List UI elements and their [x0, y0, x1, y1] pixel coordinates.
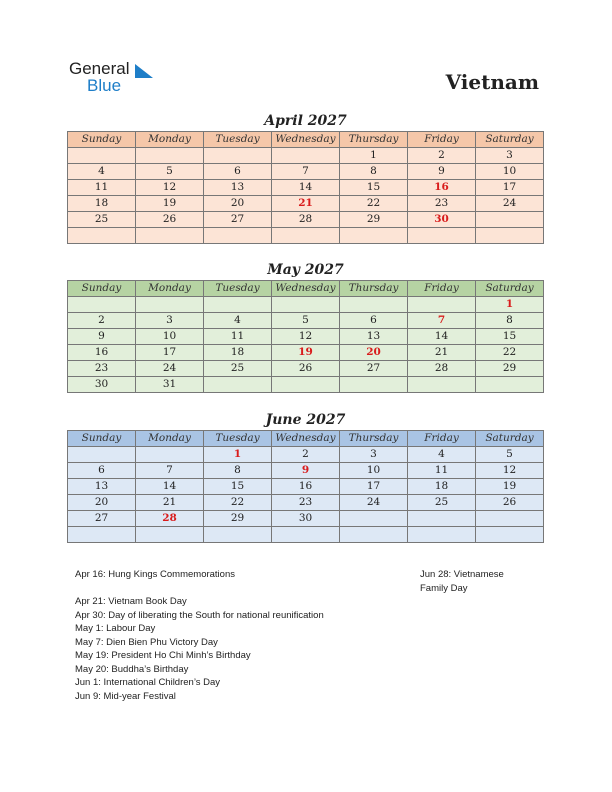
empty-day-cell [340, 228, 408, 244]
day-cell: 17 [340, 479, 408, 495]
weekday-label: Wednesday [272, 281, 340, 297]
weekday-label: Tuesday [204, 132, 272, 148]
week-row [68, 511, 544, 527]
day-cell: 7 [408, 313, 476, 329]
day-cell: 25 [204, 361, 272, 377]
day-cell: 3 [340, 447, 408, 463]
empty-day-cell [272, 228, 340, 244]
day-cell: 30 [408, 212, 476, 228]
day-cell: 12 [476, 463, 544, 479]
empty-day-cell [136, 447, 204, 463]
day-cell: 29 [204, 511, 272, 527]
day-cell: 26 [476, 495, 544, 511]
day-cell: 29 [340, 212, 408, 228]
empty-day-cell [272, 297, 340, 313]
week-row [68, 313, 544, 329]
empty-day-cell [272, 148, 340, 164]
day-cell: 1 [204, 447, 272, 463]
week-row [68, 329, 544, 345]
empty-day-cell [340, 527, 408, 543]
day-cell: 6 [340, 313, 408, 329]
empty-day-cell [476, 527, 544, 543]
day-cell: 12 [272, 329, 340, 345]
month-title: April 2027 [264, 113, 347, 129]
day-cell: 17 [136, 345, 204, 361]
holiday-item: Apr 21: Vietnam Book Day [75, 596, 187, 607]
logo [69, 60, 129, 94]
weekday-label: Friday [408, 281, 476, 297]
logo-general-text: General [69, 59, 130, 78]
day-cell: 13 [204, 180, 272, 196]
empty-day-cell [408, 228, 476, 244]
weekday-label: Wednesday [272, 431, 340, 447]
holiday-item: Apr 30: Day of liberating the South for national reunification [75, 609, 324, 621]
holiday-item: Jun 1: International Children’s Day [75, 677, 221, 688]
day-cell: 26 [272, 361, 340, 377]
day-cell: 3 [476, 148, 544, 164]
week-row [68, 495, 544, 511]
empty-day-cell [204, 228, 272, 244]
week-row [68, 196, 544, 212]
day-cell: 4 [204, 313, 272, 329]
empty-day-cell [136, 148, 204, 164]
day-cell: 23 [68, 361, 136, 377]
week-row [68, 527, 544, 543]
empty-day-cell [204, 297, 272, 313]
day-cell: 14 [408, 329, 476, 345]
holiday-item: May 19: President Ho Chi Minh’s Birthday [75, 650, 251, 661]
week-row [68, 148, 544, 164]
day-cell: 23 [272, 495, 340, 511]
empty-day-cell [204, 527, 272, 543]
day-cell: 13 [340, 329, 408, 345]
empty-day-cell [340, 511, 408, 527]
calendar-grid [67, 131, 544, 244]
day-cell: 18 [68, 196, 136, 212]
day-cell: 21 [408, 345, 476, 361]
weekday-label: Sunday [68, 281, 136, 297]
day-cell: 5 [272, 313, 340, 329]
week-row [68, 297, 544, 313]
week-row [68, 164, 544, 180]
week-row [68, 228, 544, 244]
month-april [67, 111, 544, 244]
empty-day-cell [476, 212, 544, 228]
day-cell: 27 [204, 212, 272, 228]
empty-day-cell [272, 377, 340, 393]
day-cell: 11 [204, 329, 272, 345]
day-cell: 10 [476, 164, 544, 180]
weekday-label: Wednesday [272, 132, 340, 148]
day-cell: 22 [340, 196, 408, 212]
day-cell: 7 [136, 463, 204, 479]
day-cell: 25 [68, 212, 136, 228]
weekday-label: Saturday [476, 431, 544, 447]
week-row [68, 361, 544, 377]
weekday-header-row [68, 281, 544, 297]
holiday-item: May 1: Labour Day [75, 623, 156, 634]
holiday-spacer [75, 582, 324, 596]
week-row [68, 479, 544, 495]
empty-day-cell [68, 148, 136, 164]
day-cell: 15 [340, 180, 408, 196]
day-cell: 22 [476, 345, 544, 361]
day-cell: 7 [272, 164, 340, 180]
calendar-grid [67, 280, 544, 393]
weekday-label: Monday [136, 431, 204, 447]
weekday-label: Monday [136, 281, 204, 297]
holiday-list-right [420, 568, 504, 595]
day-cell: 27 [68, 511, 136, 527]
weekday-label: Friday [408, 431, 476, 447]
empty-day-cell [408, 527, 476, 543]
logo-blue-text: Blue [87, 76, 122, 95]
day-cell: 10 [340, 463, 408, 479]
day-cell: 28 [408, 361, 476, 377]
empty-day-cell [340, 377, 408, 393]
month-may [67, 260, 544, 393]
day-cell: 18 [408, 479, 476, 495]
day-cell: 8 [340, 164, 408, 180]
day-cell: 15 [204, 479, 272, 495]
day-cell: 24 [476, 196, 544, 212]
logo-triangle-icon [135, 64, 153, 78]
day-cell: 30 [272, 511, 340, 527]
day-cell: 31 [136, 377, 204, 393]
weekday-label: Saturday [476, 281, 544, 297]
day-cell: 20 [68, 495, 136, 511]
day-cell: 28 [136, 511, 204, 527]
day-cell: 9 [408, 164, 476, 180]
day-cell: 15 [476, 329, 544, 345]
day-cell: 8 [476, 313, 544, 329]
day-cell: 2 [408, 148, 476, 164]
week-row [68, 212, 544, 228]
empty-day-cell [136, 297, 204, 313]
day-cell: 26 [136, 212, 204, 228]
weekday-label: Sunday [68, 431, 136, 447]
calendar-grid [67, 430, 544, 543]
day-cell: 1 [340, 148, 408, 164]
holiday-item: May 7: Dien Bien Phu Victory Day [75, 636, 218, 648]
day-cell: 17 [476, 180, 544, 196]
empty-day-cell [408, 511, 476, 527]
empty-day-cell [68, 228, 136, 244]
day-cell: 14 [272, 180, 340, 196]
week-row [68, 345, 544, 361]
day-cell: 11 [68, 180, 136, 196]
week-row [68, 463, 544, 479]
empty-day-cell [204, 377, 272, 393]
day-cell: 18 [204, 345, 272, 361]
day-cell: 21 [272, 196, 340, 212]
weekday-label: Tuesday [204, 431, 272, 447]
day-cell: 22 [204, 495, 272, 511]
weekday-label: Thursday [340, 132, 408, 148]
holiday-item: Family Day [420, 582, 468, 594]
empty-day-cell [476, 228, 544, 244]
weekday-label: Tuesday [204, 281, 272, 297]
day-cell: 11 [408, 463, 476, 479]
month-title: June 2027 [265, 412, 346, 428]
weekday-label: Monday [136, 132, 204, 148]
day-cell: 6 [68, 463, 136, 479]
day-cell: 25 [408, 495, 476, 511]
day-cell: 19 [272, 345, 340, 361]
day-cell: 5 [476, 447, 544, 463]
day-cell: 2 [68, 313, 136, 329]
weekday-header-row [68, 431, 544, 447]
holiday-item: Jun 9: Mid-year Festival [75, 690, 176, 702]
weekday-label: Thursday [340, 281, 408, 297]
day-cell: 21 [136, 495, 204, 511]
day-cell: 16 [272, 479, 340, 495]
empty-day-cell [68, 447, 136, 463]
weekday-label: Friday [408, 132, 476, 148]
week-row [68, 180, 544, 196]
day-cell: 23 [408, 196, 476, 212]
day-cell: 4 [68, 164, 136, 180]
weekday-label: Saturday [476, 132, 544, 148]
empty-day-cell [340, 297, 408, 313]
empty-day-cell [476, 377, 544, 393]
empty-day-cell [408, 377, 476, 393]
day-cell: 5 [136, 164, 204, 180]
day-cell: 28 [272, 212, 340, 228]
month-title: May 2027 [267, 262, 344, 278]
day-cell: 9 [272, 463, 340, 479]
empty-day-cell [68, 527, 136, 543]
day-cell: 16 [68, 345, 136, 361]
empty-day-cell [272, 527, 340, 543]
day-cell: 16 [408, 180, 476, 196]
day-cell: 30 [68, 377, 136, 393]
day-cell: 14 [136, 479, 204, 495]
holiday-item: Jun 28: Vietnamese [420, 569, 504, 580]
empty-day-cell [408, 297, 476, 313]
day-cell: 29 [476, 361, 544, 377]
weekday-header-row [68, 132, 544, 148]
month-june [67, 410, 544, 543]
day-cell: 20 [340, 345, 408, 361]
day-cell: 19 [136, 196, 204, 212]
day-cell: 8 [204, 463, 272, 479]
weekday-label: Thursday [340, 431, 408, 447]
day-cell: 10 [136, 329, 204, 345]
weekday-label: Sunday [68, 132, 136, 148]
day-cell: 27 [340, 361, 408, 377]
empty-day-cell [136, 527, 204, 543]
holiday-list-left [75, 568, 324, 703]
day-cell: 6 [204, 164, 272, 180]
holiday-item: Apr 16: Hung Kings Commemorations [75, 569, 235, 580]
week-row [68, 377, 544, 393]
day-cell: 19 [476, 479, 544, 495]
day-cell: 9 [68, 329, 136, 345]
day-cell: 3 [136, 313, 204, 329]
empty-day-cell [204, 148, 272, 164]
day-cell: 4 [408, 447, 476, 463]
day-cell: 13 [68, 479, 136, 495]
empty-day-cell [136, 228, 204, 244]
day-cell: 20 [204, 196, 272, 212]
day-cell: 24 [340, 495, 408, 511]
country-title: Vietnam [445, 70, 539, 94]
day-cell: 12 [136, 180, 204, 196]
day-cell: 24 [136, 361, 204, 377]
empty-day-cell [68, 297, 136, 313]
week-row [68, 447, 544, 463]
holiday-item: May 20: Buddha’s Birthday [75, 663, 189, 675]
day-cell: 2 [272, 447, 340, 463]
empty-day-cell [476, 511, 544, 527]
day-cell: 1 [476, 297, 544, 313]
